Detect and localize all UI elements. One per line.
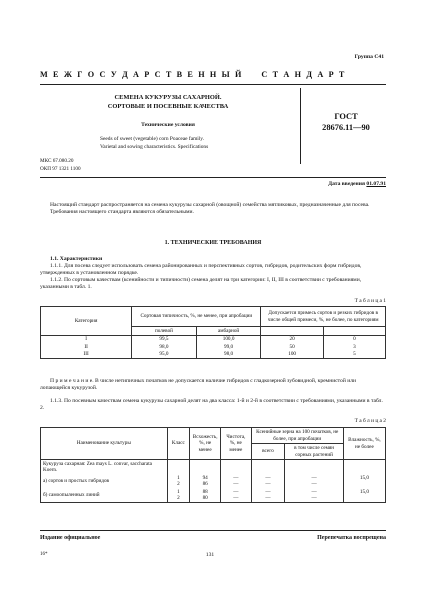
table-row bbox=[41, 460, 386, 475]
table1-header-typicality: Сортовая типичность, %, не менее, при апробации bbox=[132, 307, 261, 327]
table1-subheader-barn: амбарной bbox=[196, 327, 261, 336]
table2-header-xenia: Ксенийные зерна на 100 початков, не более, при апробации bbox=[251, 428, 343, 444]
table2-subheader-total: всего bbox=[251, 444, 285, 460]
table2 bbox=[40, 427, 386, 503]
table1 bbox=[40, 306, 386, 359]
table-row: III 95,0 98,0 100 5 bbox=[41, 351, 386, 359]
scope-paragraph-2: Требования настоящего стандарта являются обязательными. bbox=[50, 208, 194, 215]
table1-header-xenia: Допускается примесь сортов и резких гибридов в числе общей примеси, %, не более, по категориям bbox=[261, 307, 386, 327]
table2-caption: Т а б л и ц а 2 bbox=[354, 418, 386, 424]
gost-number: 28676.11—90 bbox=[322, 123, 370, 132]
table1-subheader-field: полевой bbox=[132, 327, 197, 336]
paragraph-1-1-3-block bbox=[40, 398, 386, 412]
section1-body bbox=[40, 256, 386, 291]
paragraph-1-1-3: 1.1.3. По посевным качествам семена кукурузы сахарной делят на два класса: 1-й и 2-й в соответствии с требованиями, указанными в табл. 2. bbox=[40, 398, 383, 411]
header-rule bbox=[40, 177, 386, 178]
paragraph-1-1-2: 1.1.2. По сортовым качествам (ксенийности и типичности) семена делят на три категории: I, II, III в соответствии с требованиями, указанными в табл. 1. bbox=[40, 276, 362, 290]
table2-header-germination: Всхожесть, %, не менее bbox=[190, 428, 221, 460]
intro-date-value: 01.07.91 bbox=[366, 181, 386, 187]
intro-date-label: Дата введения bbox=[328, 181, 366, 187]
page-number: 131 bbox=[205, 552, 215, 558]
gost-label: ГОСТ bbox=[334, 112, 358, 121]
subsection-heading: 1.1. Характеристики bbox=[50, 256, 103, 262]
title-line1: СЕМЕНА КУКУРУЗЫ САХАРНОЙ. bbox=[114, 94, 222, 101]
note-text: В числе нетипичных початков не допускается наличие гибридов с гладкозерной зубовидной, кремнистой или лопающейся кукурузой. bbox=[40, 378, 357, 391]
standard-banner: М Е Ж Г О С У Д А Р С Т В Е Н Н Ы Й С Т А Н Д А Р Т bbox=[40, 70, 346, 79]
table2-header-purity: Чистота, %, не менее bbox=[221, 428, 252, 460]
title-divider bbox=[300, 88, 301, 164]
scope-section bbox=[40, 202, 386, 216]
table2-header-name: Наименование культуры bbox=[41, 428, 168, 460]
intro-date bbox=[250, 181, 386, 188]
table-row: II 98,0 99,0 50 3 bbox=[41, 343, 386, 351]
en-title-line2: Varietal and sowing characteristics. Specifications bbox=[100, 144, 209, 150]
okp-code: ОКП 97 1321 1100 bbox=[40, 166, 81, 172]
table1-caption: Т а б л и ц а 1 bbox=[354, 298, 386, 304]
table2-header-moisture: Влажность, %, не более bbox=[343, 428, 385, 460]
en-title-line1: Seeds of sweet (vegetable) corn Poaceae family. bbox=[100, 136, 204, 142]
table-row: б) самоопыленных линий 1 2 88 80 — — — — — — 15,0 bbox=[41, 488, 386, 503]
table2-crop-name: Кукуруза сахарная: Zea mays L. convar, saccharata Koern. bbox=[41, 460, 168, 475]
table2-subheader-weeds: в том числе семян сорных растений bbox=[285, 444, 343, 460]
note-block bbox=[40, 378, 386, 392]
table-row: I 99,5 100,0 20 0 bbox=[41, 335, 386, 343]
mks-code: МКС 67.080.20 bbox=[40, 158, 74, 164]
footer-reprint-prohibited: Перепечатка воспрещена bbox=[317, 535, 386, 541]
title-line2: СОРТОВЫЕ И ПОСЕВНЫЕ КАЧЕСТВА bbox=[107, 103, 229, 110]
footer-mark: 16* bbox=[40, 552, 48, 557]
section1-heading: 1. ТЕХНИЧЕСКИЕ ТРЕБОВАНИЯ bbox=[164, 240, 262, 246]
footer-official-edition: Издание официальное bbox=[40, 535, 101, 541]
paragraph-1-1-1: 1.1.1. Для посева следует использовать семена районированных и перспективных сортов, гибридов, родительских форм гибридов, утвержденных в установленном порядке. bbox=[40, 262, 362, 276]
footer-rule bbox=[40, 530, 386, 531]
table1-header-category: Категория bbox=[41, 307, 132, 336]
table2-header-class: Класс bbox=[167, 428, 190, 460]
banner-rule bbox=[40, 84, 386, 85]
scope-paragraph-1: Настоящий стандарт распространяется на семена кукурузы сахарной (овощной) семейства мятликовых, предназначенные для посева. bbox=[50, 202, 370, 208]
subtitle: Технические условия bbox=[141, 122, 195, 128]
table-row: а) сортов и простых гибридов 1 2 94 86 — — — — — — 15,0 bbox=[41, 474, 386, 488]
group-label: Группа С41 bbox=[354, 54, 384, 60]
note-label: П р и м е ч а н и е. bbox=[50, 378, 94, 384]
